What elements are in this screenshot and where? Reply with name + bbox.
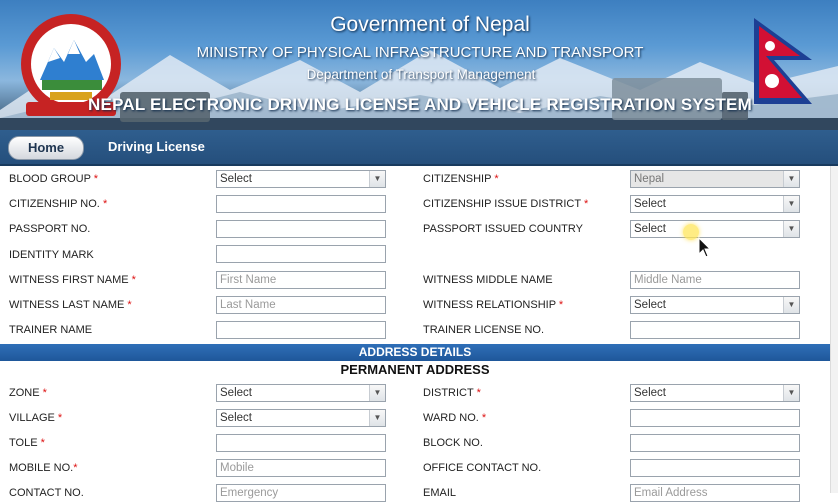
government-title: Government of Nepal [330, 13, 530, 36]
chevron-down-icon: ▼ [783, 221, 799, 237]
district-select[interactable]: Select ▼ [630, 384, 800, 402]
system-title: NEPAL ELECTRONIC DRIVING LICENSE AND VEHICLE REGISTRATION SYSTEM [88, 95, 752, 114]
block-no-label: BLOCK NO. [423, 437, 483, 449]
witness-last-name-label: WITNESS LAST NAME * [9, 299, 132, 311]
tole-input[interactable] [216, 434, 386, 452]
chevron-down-icon: ▼ [369, 385, 385, 401]
tole-label: TOLE * [9, 437, 45, 449]
emergency-contact-input[interactable]: Emergency [216, 484, 386, 502]
passport-no-label: PASSPORT NO. [9, 223, 91, 235]
header-banner [0, 0, 838, 130]
district-label: DISTRICT * [423, 387, 481, 399]
citizenship-select[interactable]: Nepal ▼ [630, 170, 800, 188]
driving-license-link[interactable]: Driving License [108, 139, 205, 154]
nepal-flag-icon [752, 16, 816, 108]
witness-relationship-select[interactable]: Select ▼ [630, 296, 800, 314]
witness-relationship-label: WITNESS RELATIONSHIP * [423, 299, 564, 311]
block-no-input[interactable] [630, 434, 800, 452]
blood-group-select[interactable]: Select ▼ [216, 170, 386, 188]
citizenship-no-input[interactable] [216, 195, 386, 213]
email-input[interactable]: Email Address [630, 484, 800, 502]
office-contact-no-label: OFFICE CONTACT NO. [423, 462, 542, 474]
contact-no-label: CONTACT NO. [9, 487, 84, 499]
chevron-down-icon: ▼ [783, 385, 799, 401]
permanent-address-title: PERMANENT ADDRESS [340, 362, 490, 377]
zone-select[interactable]: Select ▼ [216, 384, 386, 402]
passport-no-input[interactable] [216, 220, 386, 238]
chevron-down-icon: ▼ [783, 196, 799, 212]
passport-issued-country-label: PASSPORT ISSUED COUNTRY [423, 223, 583, 235]
chevron-down-icon: ▼ [783, 297, 799, 313]
scrollbar[interactable] [830, 166, 838, 493]
village-label: VILLAGE * [9, 412, 63, 424]
blood-group-label: BLOOD GROUP * [9, 173, 99, 185]
department-title: Department of Transport Management [306, 67, 536, 82]
ward-no-label: WARD NO. * [423, 412, 487, 424]
witness-middle-name-input[interactable]: Middle Name [630, 271, 800, 289]
village-select[interactable]: Select ▼ [216, 409, 386, 427]
chevron-down-icon: ▼ [369, 410, 385, 426]
chevron-down-icon: ▼ [783, 171, 799, 187]
email-label: EMAIL [423, 487, 457, 499]
citizenship-label: CITIZENSHIP * [423, 173, 499, 185]
trainer-name-label: TRAINER NAME [9, 324, 93, 336]
mobile-no-label: MOBILE NO.* [9, 462, 78, 474]
chevron-down-icon: ▼ [369, 171, 385, 187]
witness-first-name-label: WITNESS FIRST NAME * [9, 274, 136, 286]
mobile-input[interactable]: Mobile [216, 459, 386, 477]
address-details-header: ADDRESS DETAILS [0, 344, 830, 361]
home-button[interactable]: Home [8, 136, 84, 160]
office-contact-no-input[interactable] [630, 459, 800, 477]
citizenship-issue-district-label: CITIZENSHIP ISSUE DISTRICT * [423, 198, 589, 210]
identity-mark-input[interactable] [216, 245, 386, 263]
witness-last-name-input[interactable]: Last Name [216, 296, 386, 314]
citizenship-issue-district-select[interactable]: Select ▼ [630, 195, 800, 213]
trainer-license-no-label: TRAINER LICENSE NO. [423, 324, 545, 336]
ward-no-input[interactable] [630, 409, 800, 427]
citizenship-no-label: CITIZENSHIP NO. * [9, 198, 108, 210]
identity-mark-label: IDENTITY MARK [9, 249, 94, 261]
cursor-highlight [683, 224, 699, 240]
witness-middle-name-label: WITNESS MIDDLE NAME [423, 274, 553, 286]
witness-first-name-input[interactable]: First Name [216, 271, 386, 289]
mouse-pointer-icon [698, 237, 712, 259]
ministry-title: MINISTRY OF PHYSICAL INFRASTRUCTURE AND TRANSPORT [196, 44, 644, 61]
passport-issued-country-select[interactable]: Select ▼ [630, 220, 800, 238]
trainer-name-input[interactable] [216, 321, 386, 339]
zone-label: ZONE * [9, 387, 47, 399]
trainer-license-no-input[interactable] [630, 321, 800, 339]
main-nav [0, 130, 838, 166]
